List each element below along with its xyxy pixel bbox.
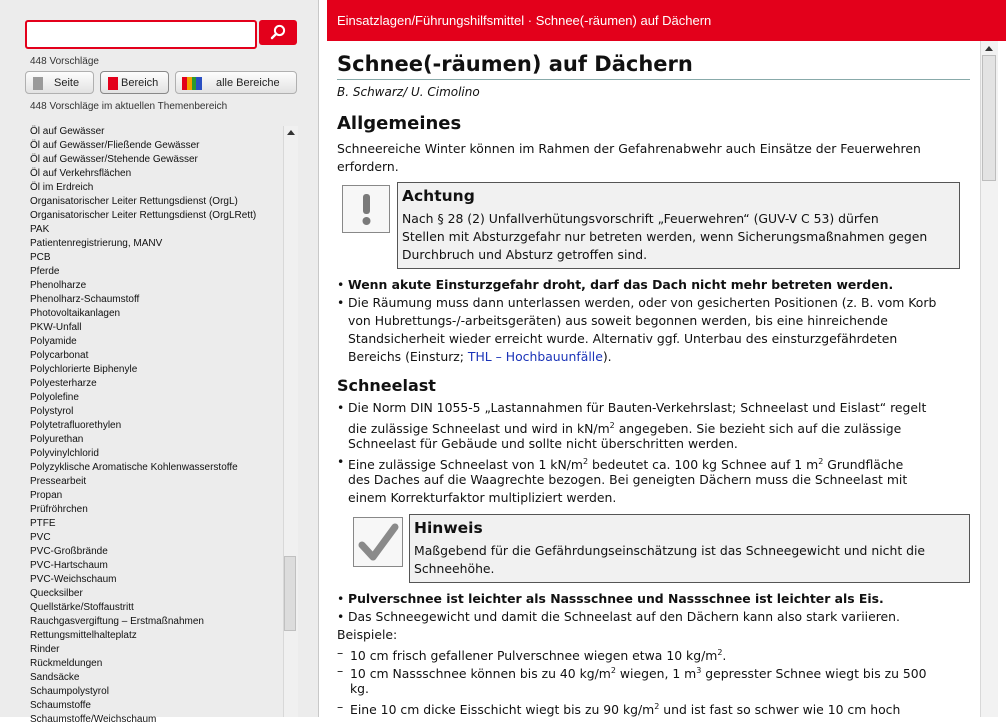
hint-title: Hinweis <box>414 519 483 537</box>
hint-line-1: Maßgebend für die Gefährdungseinschätzung ist das Schneegewicht und nicht die <box>414 543 926 558</box>
header-bar <box>327 0 1006 41</box>
suggestion-list-item[interactable]: Rauchgasvergiftung – Erstmaßnahmen <box>30 616 204 627</box>
title-divider <box>337 79 970 80</box>
page-scope-icon <box>33 77 43 90</box>
warning-title: Achtung <box>402 187 475 205</box>
checkmark-icon <box>353 517 403 567</box>
suggestion-list-item[interactable]: Rückmeldungen <box>30 658 103 669</box>
section-heading-schneelast: Schneelast <box>337 376 436 395</box>
suggestion-list-item[interactable]: Organisatorischer Leiter Rettungsdienst (OrgL) <box>30 196 238 207</box>
example-wet-snow-line-2: kg. <box>350 681 369 696</box>
suggestion-list-item[interactable]: PVC-Weichschaum <box>30 574 117 585</box>
scope-page-button[interactable] <box>25 71 94 94</box>
suggestion-list-item[interactable]: Öl auf Gewässer/Fließende Gewässer <box>30 140 200 151</box>
suggestion-list-item[interactable]: Patientenregistrierung, MANV <box>30 238 163 249</box>
suggestion-list-item[interactable]: Quecksilber <box>30 588 83 599</box>
breadcrumb: Einsatzlagen/Führungshilfsmittel · Schnee(-räumen) auf Dächern <box>337 13 712 28</box>
scope-page-label: Seite <box>54 77 80 89</box>
area-scope-icon <box>108 77 118 90</box>
suggestion-list-item[interactable]: PKW-Unfall <box>30 322 82 333</box>
suggestion-list-item[interactable]: Öl auf Verkehrsflächen <box>30 168 132 179</box>
bullet-din-line-3: Schneelast für Gebäude und sollte nicht überschritten werden. <box>348 436 738 451</box>
area-suggestion-count: 448 Vorschläge im aktuellen Themenbereich <box>30 101 228 112</box>
bullet-snow-load-line-2: des Daches auf die Waagrechte bezogen. Bei geneigten Dächern muss die Schneelast mit <box>348 472 908 487</box>
warning-line-2: Stellen mit Absturzgefahr nur betreten werden, wenn Sicherungsmaßnahmen gegen <box>402 229 928 244</box>
suggestion-list-item[interactable]: Rinder <box>30 644 60 655</box>
suggestion-list-item[interactable]: PCB <box>30 252 51 263</box>
suggestion-list-item[interactable]: Sandsäcke <box>30 672 80 683</box>
intro-line-2: erfordern. <box>337 159 399 174</box>
bullet-clearing-line-2: von Hubrettungs-/-arbeitsgeräten) aus soweit begonnen werden, bis eine hinreichende <box>348 313 888 328</box>
section-heading-allgemeines: Allgemeines <box>337 113 462 134</box>
page-title: Schnee(-räumen) auf Dächern <box>337 52 693 76</box>
suggestion-list-item[interactable]: Phenolharz-Schaumstoff <box>30 294 140 305</box>
suggestion-list-item[interactable]: Öl auf Gewässer <box>30 126 105 137</box>
scope-area-label: Bereich <box>121 77 159 89</box>
intro-line-1: Schneereiche Winter können im Rahmen der Gefahrenabwehr auch Einsätze der Feuerwehren <box>337 141 921 156</box>
suggestion-list-item[interactable]: Polyzyklische Aromatische Kohlenwasserstoffe <box>30 462 238 473</box>
sidebar <box>0 0 319 725</box>
suggestion-list-item[interactable]: Öl im Erdreich <box>30 182 94 193</box>
suggestion-list-item[interactable]: Polyurethan <box>30 434 84 445</box>
scope-area-button[interactable] <box>100 71 169 94</box>
suggestion-count: 448 Vorschläge <box>30 56 99 67</box>
bullet-clearing-line-3: Standsicherheit wieder erreicht wurde. Alternativ ggf. Unterbau des einsturzgefährdeten <box>348 331 898 346</box>
suggestion-list-item[interactable]: PVC-Hartschaum <box>30 560 108 571</box>
warning-line-1: Nach § 28 (2) Unfallverhütungsvorschrift „Feuerwehren“ (GUV-V C 53) dürfen <box>402 211 879 226</box>
hint-box <box>409 514 970 583</box>
warning-line-3: Durchbruch und Absturz getroffen sind. <box>402 247 648 262</box>
suggestion-list-item[interactable]: Schaumpolystyrol <box>30 686 109 697</box>
search-input[interactable] <box>25 20 257 49</box>
search-icon <box>270 24 286 40</box>
suggestion-list-item[interactable]: Pferde <box>30 266 60 277</box>
suggestion-list-item[interactable]: Rettungsmittelhalteplatz <box>30 630 137 641</box>
suggestion-list-item[interactable]: Schaumstoffe <box>30 700 91 711</box>
content-scrollbar-thumb[interactable] <box>982 55 996 181</box>
warning-icon <box>342 185 390 233</box>
bullet-clearing-line-4: Bereichs (Einsturz; THL – Hochbauunfälle). <box>348 349 612 364</box>
suggestion-list-item[interactable]: Propan <box>30 490 63 501</box>
bullet-din-line-2: die zulässige Schneelast und wird in $kN/m^2$ angegeben. Sie bezieht sich auf die zulässige <box>348 421 902 437</box>
authors: B. Schwarz/ U. Cimolino <box>337 85 480 99</box>
window-edge <box>998 41 1006 717</box>
suggestion-list-item[interactable]: Polyolefine <box>30 392 79 403</box>
suggestion-list-item[interactable]: PAK <box>30 224 50 235</box>
scroll-up-arrow-icon[interactable] <box>287 130 295 135</box>
list-scrollbar-thumb[interactable] <box>284 556 296 631</box>
suggestion-list-item[interactable]: Pressearbeit <box>30 476 87 487</box>
suggestion-list-item[interactable]: Phenolharze <box>30 280 87 291</box>
article-content: Schnee(-räumen) auf Dächern B. Schwarz/ U. Cimolino Allgemeines Schneereiche Winter können im Rahmen der Gefahrenabwehr auch Einsätze der Feuerwehren erfordern. Achtung Nach § 28 (2) Unfallverhütungsvorschrift „Feuerwehren“ (GUV-V C 53) dürfen Stellen mit Absturzgefahr nur betreten werden, wenn Sicherungsmaßnahmen gegen Durchbruch und Absturz getroffen sind. • Wenn akute Einsturzgefahr droht, darf das Dach nicht mehr betreten werden. • Die Räumung muss dann unterlassen werden, oder von gesicherten Positionen (z. B. vom Korb von Hubrettungs-/-arbeitsgeräten) aus soweit begonnen werden, bis eine hinreichende Standsicherheit wieder erreicht wurde. Alternativ ggf. Unterbau des einsturzgefährdeten Bereichs (Einsturz; THL – Hochbauunfälle). Schneelast • Die Norm DIN 1055-5 „Lastannahmen für Bauten-Verkehrslast; Schneelast und Eislast“ regelt die zulässige Schneelast und wird in $kN/m^2$ angegeben. Sie bezieht sich auf die zulässige Schneelast für Gebäude und sollte nicht überschritten werden. • Eine zulässige Schneelast von 1 $kN/m^2$ bedeutet ca. 100 kg Schnee auf 1 $m^2$ Grundfläche des Daches auf die Waagrechte bezogen. Bei geneigten Dächern muss die Schneelast mit einem Korrekturfaktor multipliziert werden. Hinweis Maßgebend für die Gefährdungseinschätzung ist das Schneegewicht und nicht die Schneehöhe. • Pulverschnee ist leichter als Nassschnee und Nassschnee ist leichter als Eis. • Das Schneegewicht und damit die Schneelast auf den Dächern kann also stark variieren. Beispiele: – 10 cm frisch gefallener Pulverschnee wiegen etwa 10 $kg/m^2$. – 10 cm Nassschnee können bis zu 40 $kg/m^2$ wiegen, 1 $m^3$ gepresster Schnee wiegt bis zu 500 kg. – Eine 10 cm dicke Eisschicht wiegt bis zu 90 $kg/m^2$ und ist fast so schwer wie 10 cm hoch <box>327 41 979 717</box>
suggestion-list-item[interactable]: Photovoltaikanlagen <box>30 308 121 319</box>
suggestion-list-item[interactable]: Öl auf Gewässer/Stehende Gewässer <box>30 154 198 165</box>
suggestion-list-item[interactable]: PVC <box>30 532 51 543</box>
scope-all-button[interactable] <box>175 71 297 94</box>
suggestion-list-item[interactable]: Polychlorierte Biphenyle <box>30 364 138 375</box>
suggestion-list-item[interactable]: PVC-Großbrände <box>30 546 108 557</box>
suggestion-list <box>30 125 282 725</box>
suggestion-list-item[interactable]: Polycarbonat <box>30 350 89 361</box>
suggestion-list-item[interactable]: Prüfröhrchen <box>30 504 88 515</box>
suggestion-list-item[interactable]: Quellstärke/Stoffaustritt <box>30 602 134 613</box>
link-thl-hochbauunfaelle[interactable]: THL – Hochbauunfälle <box>467 349 603 364</box>
suggestion-list-item[interactable]: Polyvinylchlorid <box>30 448 99 459</box>
suggestion-list-item[interactable]: Polytetrafluorethylen <box>30 420 122 431</box>
bullet-snow-load-line-3: einem Korrekturfaktor multipliziert werden. <box>348 490 617 505</box>
warning-box <box>397 182 960 269</box>
content-scroll-up-arrow-icon[interactable] <box>985 46 993 51</box>
suggestion-list-item[interactable]: Schaumstoffe/Weichschaum <box>30 714 157 725</box>
suggestion-list-item[interactable]: PTFE <box>30 518 56 529</box>
scope-all-label: alle Bereiche <box>216 77 280 89</box>
suggestion-list-item[interactable]: Organisatorischer Leiter Rettungsdienst (OrgLRett) <box>30 210 257 221</box>
suggestion-list-item[interactable]: Polystyrol <box>30 406 74 417</box>
suggestion-list-item[interactable]: Polyesterharze <box>30 378 97 389</box>
hint-line-2: Schneehöhe. <box>414 561 495 576</box>
search-button[interactable] <box>259 20 297 45</box>
suggestion-list-item[interactable]: Polyamide <box>30 336 77 347</box>
examples-label: Beispiele: <box>337 627 398 642</box>
